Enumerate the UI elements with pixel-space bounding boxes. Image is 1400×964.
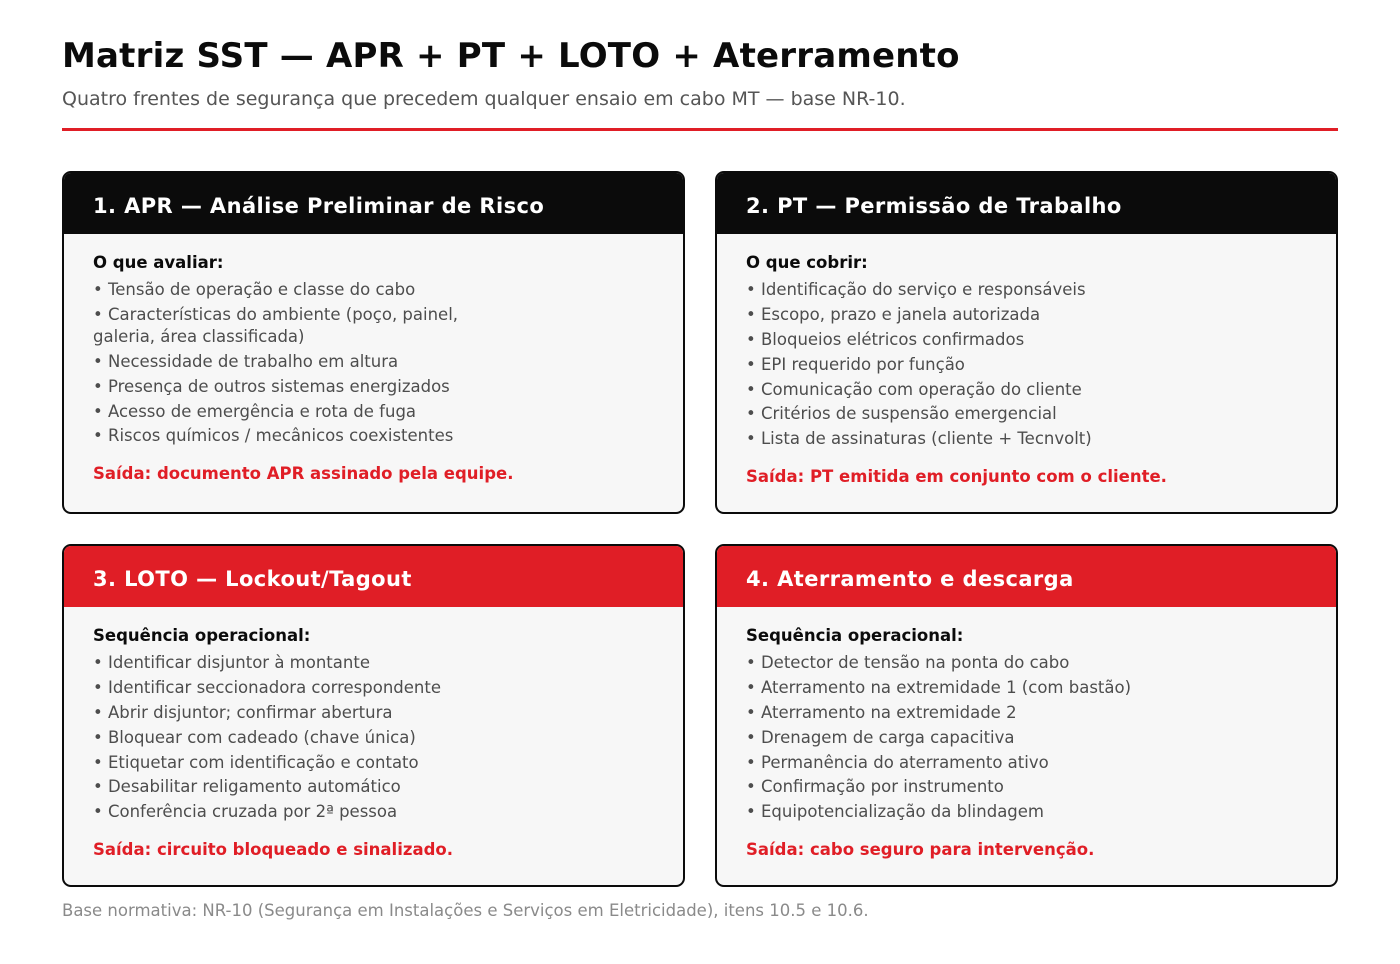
list-item: • Bloqueios elétricos confirmados <box>746 329 1025 349</box>
list-item: • Comunicação com operação do cliente <box>746 379 1082 399</box>
card-body <box>64 607 683 859</box>
title-divider <box>62 128 1338 131</box>
section-label: O que avaliar: <box>93 253 224 272</box>
list-item: • Acesso de emergência e rota de fuga <box>93 401 417 421</box>
list-item: • Detector de tensão na ponta do cabo <box>746 653 1070 672</box>
list-item: • Equipotencialização da blindagem <box>746 802 1045 822</box>
card-header: 4. Aterramento e descarga <box>717 546 1336 607</box>
card-aterramento <box>715 544 1338 887</box>
item-list <box>93 279 654 447</box>
list-item: • Critérios de suspensão emergencial <box>746 404 1057 424</box>
card-header: 2. PT — Permissão de Trabalho <box>717 173 1336 234</box>
card-body <box>717 607 1336 859</box>
list-item: • Etiquetar com identificação e contato <box>93 752 419 772</box>
item-list <box>746 652 1307 823</box>
item-list <box>93 652 654 823</box>
card-body <box>64 234 683 483</box>
list-item: • Permanência do aterramento ativo <box>746 752 1049 772</box>
list-item: • Desabilitar religamento automático <box>93 777 401 797</box>
list-item: • Confirmação por instrumento <box>746 777 1004 797</box>
card-header: 1. APR — Análise Preliminar de Risco <box>64 173 683 234</box>
list-item: • Conferência cruzada por 2ª pessoa <box>93 802 398 822</box>
card-output: Saída: PT emitida em conjunto com o cliente. <box>746 467 1167 487</box>
list-item: • Aterramento na extremidade 1 (com bastão) <box>746 677 1132 697</box>
list-item: • Bloquear com cadeado (chave única) <box>93 727 416 747</box>
list-item: • Abrir disjuntor; confirmar abertura <box>93 702 393 722</box>
card-output: Saída: cabo seguro para intervenção. <box>746 840 1095 860</box>
list-item: • Tensão de operação e classe do cabo <box>93 280 416 299</box>
card-header: 3. LOTO — Lockout/Tagout <box>64 546 683 607</box>
card-apr <box>62 171 685 514</box>
section-label: Sequência operacional: <box>746 626 964 645</box>
footnote: Base normativa: NR-10 (Segurança em Instalações e Serviços em Eletricidade), itens 10.5 e 10.6. <box>62 901 869 920</box>
list-item: • Escopo, prazo e janela autorizada <box>746 304 1041 324</box>
list-item: • Riscos químicos / mecânicos coexistentes <box>93 426 454 446</box>
page-subtitle: Quatro frentes de segurança que precedem qualquer ensaio em cabo MT — base NR-10. <box>62 88 906 110</box>
list-item: • Aterramento na extremidade 2 <box>746 702 1017 722</box>
card-loto <box>62 544 685 887</box>
item-list <box>746 279 1307 450</box>
card-body <box>717 234 1336 486</box>
list-item: • Identificar disjuntor à montante <box>93 653 370 672</box>
list-item: • EPI requerido por função <box>746 354 965 374</box>
page-title: Matriz SST — APR + PT + LOTO + Aterramento <box>62 36 960 76</box>
list-item: • Drenagem de carga capacitiva <box>746 727 1015 747</box>
list-item: • Lista de assinaturas (cliente + Tecnvolt) <box>746 429 1092 449</box>
card-pt <box>715 171 1338 514</box>
list-item: • Necessidade de trabalho em altura <box>93 351 399 371</box>
section-label: Sequência operacional: <box>93 626 311 645</box>
list-item: • Identificar seccionadora correspondente <box>93 677 441 697</box>
list-item: • Presença de outros sistemas energizados <box>93 376 450 396</box>
card-output: Saída: documento APR assinado pela equipe. <box>93 464 514 484</box>
card-output: Saída: circuito bloqueado e sinalizado. <box>93 840 454 860</box>
section-label: O que cobrir: <box>746 253 868 272</box>
list-item: • Identificação do serviço e responsáveis <box>746 280 1086 299</box>
list-item: • Características do ambiente (poço, painel, galeria, área classificada) <box>93 304 459 346</box>
